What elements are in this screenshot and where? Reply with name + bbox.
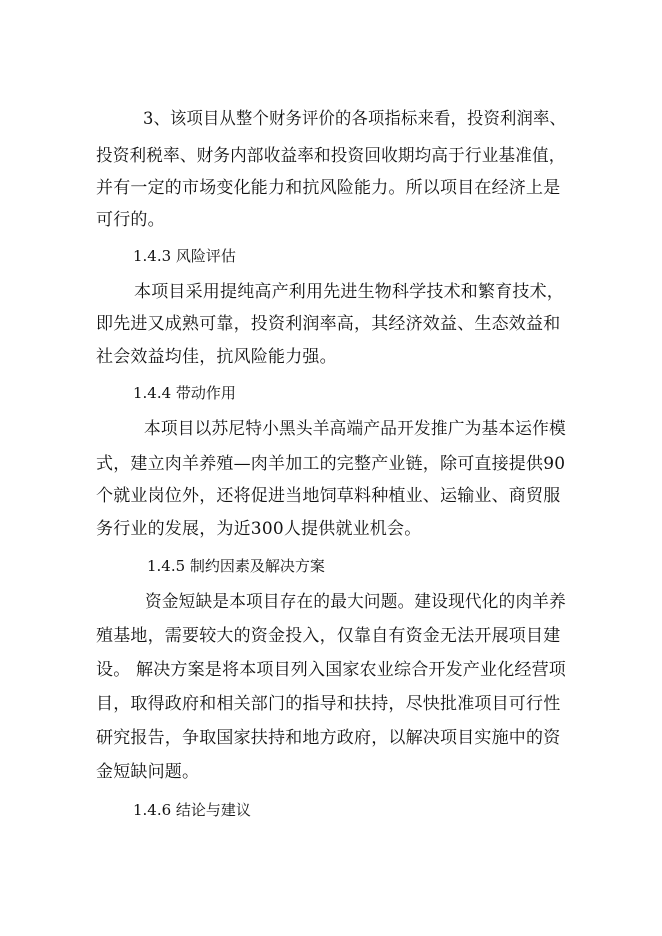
section-heading-1-4-4: 1.4.4 带动作用: [133, 384, 236, 402]
text-line: 设。 解决方案是将本项目列入国家农业综合开发产业化经营项: [96, 660, 567, 680]
text-line: 资金短缺是本项目存在的最大问题。建设现代化的肉羊养: [145, 592, 566, 612]
text-line: 务行业的发展，为近300人提供就业机会。: [96, 519, 422, 539]
text-line: 3、该项目从整个财务评价的各项指标来看，投资利润率、: [143, 109, 566, 129]
text-line: 本项目采用提纯高产利用先进生物科学技术和繁育技术，: [134, 282, 564, 302]
section-heading-1-4-3: 1.4.3 风险评估: [133, 247, 236, 265]
text-line: 可行的。: [96, 210, 165, 230]
text-line: 社会效益均佳，抗风险能力强。: [96, 347, 337, 367]
section-heading-1-4-5: 1.4.5 制约因素及解决方案: [147, 557, 325, 575]
text-line: 殖基地，需要较大的资金投入，仅靠自有资金无法开展项目建: [96, 626, 561, 646]
text-line: 个就业岗位外，还将促进当地饲草料种植业、运输业、商贸服: [96, 486, 561, 506]
text-line: 研究报告，争取国家扶持和地方政府，以解决项目实施中的资: [96, 728, 561, 748]
text-line: 即先进又成熟可靠，投资利润率高，其经济效益、生态效益和: [96, 314, 561, 334]
text-line: 目，取得政府和相关部门的指导和扶持，尽快批准项目可行性: [96, 694, 561, 714]
text-line: 式，建立肉羊养殖—肉羊加工的完整产业链，除可直接提供90: [96, 454, 566, 474]
text-line: 并有一定的市场变化能力和抗风险能力。所以项目在经济上是: [96, 178, 561, 198]
section-heading-1-4-6: 1.4.6 结论与建议: [133, 801, 251, 819]
text-line: 金短缺问题。: [96, 762, 200, 782]
text-line: 投资利税率、财务内部收益率和投资回收期均高于行业基准值，: [96, 146, 566, 166]
text-line: 本项目以苏尼特小黑头羊高端产品开发推广为基本运作模: [144, 419, 566, 439]
